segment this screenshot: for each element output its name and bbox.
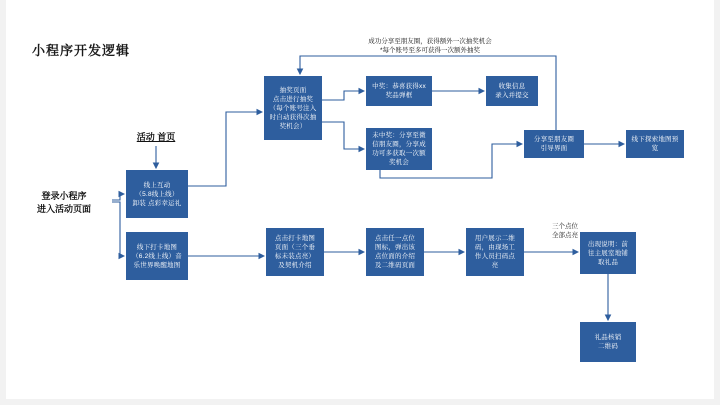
node-lose-share[interactable]: 未中奖：分享至微 信朋友圈，分享成 功可多获取一次额 奖机会: [366, 128, 432, 170]
node-share-guide[interactable]: 分享至朋友圈 引导界面: [524, 130, 584, 158]
node-offline-map[interactable]: 线下打卡地图 （6.2线上线）音 乐世界唤醒地图: [126, 232, 188, 280]
node-lottery-page[interactable]: 抽奖页面 点击进行抽奖 （每个账号注入 时自动获得次抽 奖机会）: [264, 76, 322, 140]
node-staff-scan[interactable]: 用户展示二维 码，由现场工 作人员扫码点 亮: [466, 228, 524, 276]
label-entry: 登录小程序 进入活动页面: [36, 191, 91, 214]
slide-frame-left: [0, 0, 6, 405]
node-map-preview[interactable]: 线下探索地图预 览: [626, 130, 684, 158]
note-three-spots: 三个点位 全部点亮: [552, 223, 578, 239]
node-win-popup[interactable]: 中奖：恭喜获得xx 奖品弹框: [366, 76, 432, 106]
node-claim-prize[interactable]: 出现说明：前 往主展室地铺 取礼品: [580, 232, 636, 274]
note-share-bonus: 成功分享至朋友圈，获得额外一次抽奖机会 *每个账号至多可获得一次额外抽奖: [368, 38, 492, 54]
node-collect-info[interactable]: 收集信息 录入并提交: [486, 76, 538, 106]
node-prize-qrcode[interactable]: 礼品核销 二维码: [580, 322, 636, 362]
node-spot-detail[interactable]: 点击任一点位 图标，弹出该 点位面的介绍 及二维码页面: [366, 228, 424, 276]
slide-frame-bottom: [0, 399, 720, 405]
slide-frame-right: [714, 0, 720, 405]
node-checkin-map[interactable]: 点击打卡地图 页面（三个垂 标未装点亮） 及契机介绍: [266, 228, 324, 276]
page-title: 小程序开发逻辑: [32, 43, 131, 58]
label-home: 活动 首页: [136, 132, 176, 142]
node-online-interaction[interactable]: 线上互动 （5.8线上线） 卸装 点彩幸运礼: [126, 170, 188, 218]
